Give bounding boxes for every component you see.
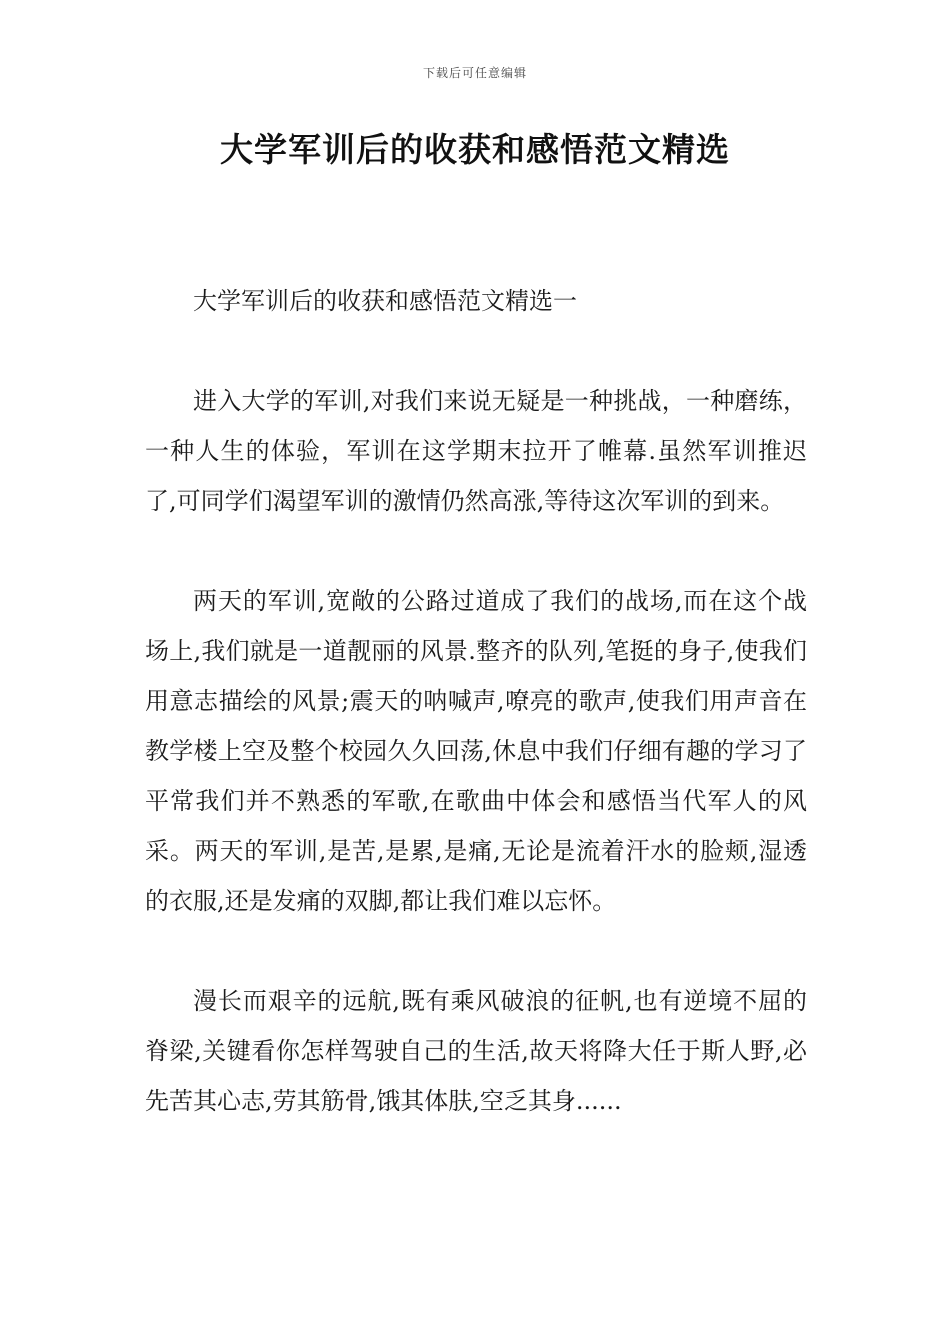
paragraph: 进入大学的军训,对我们来说无疑是一种挑战，一种磨练，一种人生的体验，军训在这学期末拉开了帷幕.虽然军训推迟了,可同学们渴望军训的激情仍然高涨,等待这次军训的到来。 — [145, 387, 807, 515]
section-heading: 大学军训后的收获和感悟范文精选一 — [193, 287, 577, 315]
paragraph: 两天的军训,宽敞的公路过道成了我们的战场,而在这个战场上,我们就是一道靓丽的风景.整齐的队列,笔挺的身子,使我们用意志描绘的风景;震天的呐喊声,嘹亮的歌声,使我们用声音在教学楼上空及整个校园久久回荡,休息中我们仔细有趣的学习了平常我们并不熟悉的军歌,在歌曲中体会和感悟当代军人的风采。两天的军训,是苦,是累,是痛,无论是流着汗水的脸颊,湿透的衣服,还是发痛的双脚,都让我们难以忘怀。 — [145, 587, 807, 915]
document-title: 大学军训后的收获和感悟范文精选 — [220, 130, 730, 169]
header-note: 下载后可任意编辑 — [422, 66, 527, 80]
paragraph: 漫长而艰辛的远航,既有乘风破浪的征帆,也有逆境不屈的脊梁,关键看你怎样驾驶自己的生活,故天将降大任于斯人野,必先苦其心志,劳其筋骨,饿其体肤,空乏其身...... — [145, 987, 807, 1115]
document-body — [145, 276, 807, 1176]
